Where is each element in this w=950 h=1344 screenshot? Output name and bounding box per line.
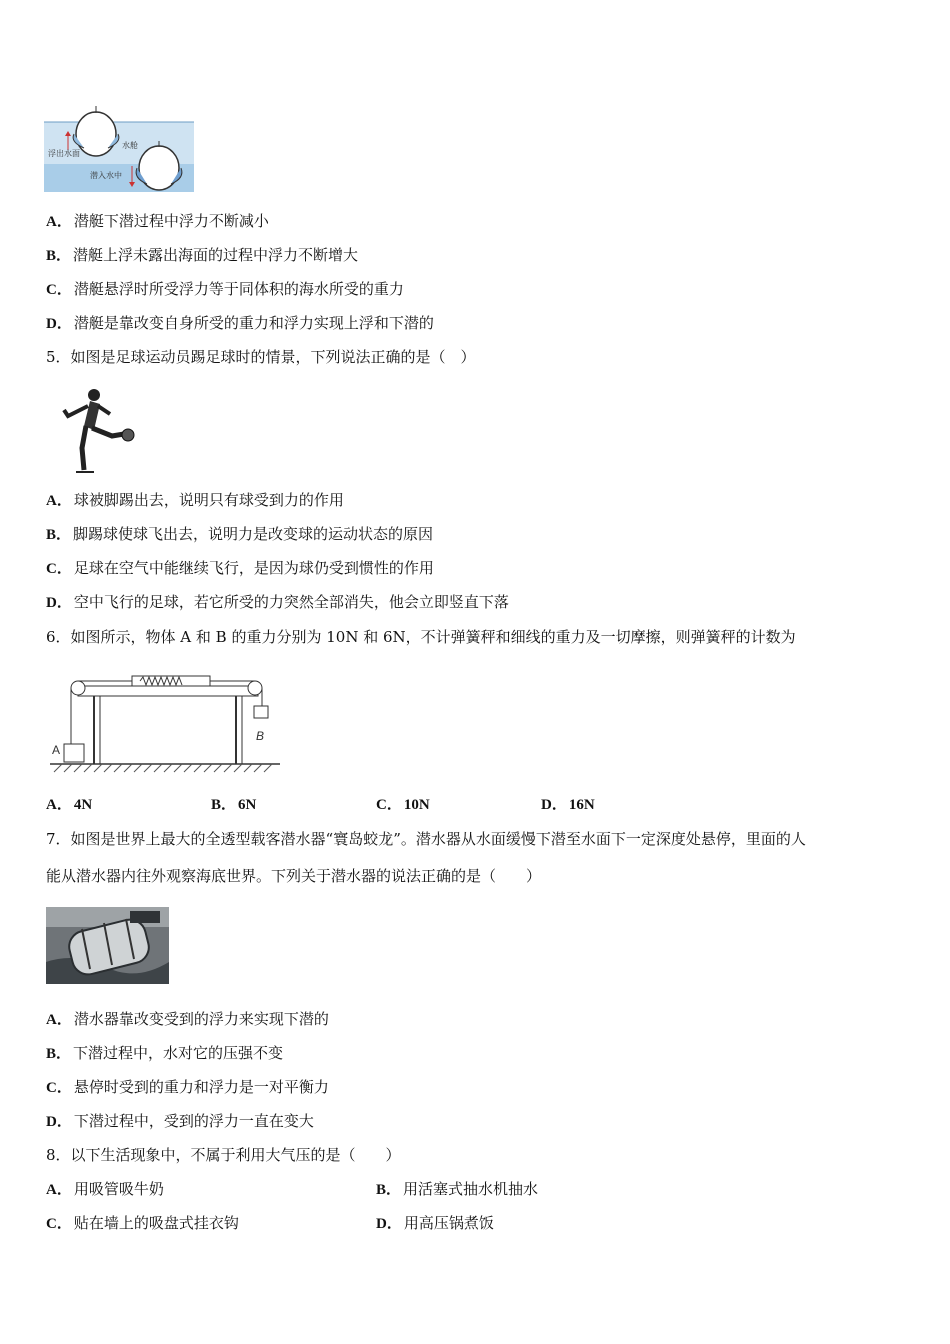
q8-option-a: A． 用吸管吸牛奶: [46, 1180, 164, 1198]
q5-option-c: C． 足球在空气中能继续飞行，是因为球仍受到惯性的作用: [46, 559, 434, 577]
q6-option-a: A． 4N: [46, 797, 93, 813]
q4-option-d: D． 潜艇是靠改变自身所受的重力和浮力实现上浮和下潜的: [46, 314, 434, 332]
q5-option-b: B． 脚踢球使球飞出去，说明力是改变球的运动状态的原因: [46, 525, 434, 543]
label-water-tank: 水舱: [122, 141, 138, 150]
q5-stem: 5．如图是足球运动员踢足球时的情景，下列说法正确的是（ ）: [46, 348, 476, 366]
q7-option-a: A． 潜水器靠改变受到的浮力来实现下潜的: [46, 1010, 329, 1028]
q8-option-b: B． 用活塞式抽水机抽水: [376, 1180, 539, 1198]
q6-option-b: B． 6N: [211, 797, 257, 813]
q5-option-d: D． 空中飞行的足球，若它所受的力突然全部消失，他会立即竖直下落: [46, 593, 509, 611]
q4-option-a: A． 潜艇下潜过程中浮力不断减小: [46, 212, 269, 230]
q5-option-a: A． 球被脚踢出去，说明只有球受到力的作用: [46, 491, 344, 509]
label-dive: 潜入水中: [90, 171, 122, 180]
q8-stem: 8．以下生活现象中，不属于利用大气压的是（ ）: [46, 1146, 401, 1164]
football-player-figure: [54, 386, 138, 474]
q7-stem-line2: 能从潜水器内往外观察海底世界。下列关于潜水器的说法正确的是（ ）: [46, 867, 542, 885]
q7-stem-line1: 7．如图是世界上最大的全透型载客潜水器“寰岛蛟龙”。潜水器从水面缓慢下潜至水面下一定深度处悬停，里面的人: [46, 830, 806, 848]
q7-option-d: D． 下潜过程中，受到的浮力一直在变大: [46, 1112, 314, 1130]
spring-scale-figure: [50, 672, 284, 780]
label-block-a: A: [52, 743, 61, 757]
q8-option-c: C． 贴在墙上的吸盘式挂衣钩: [46, 1214, 239, 1232]
q8-option-d: D． 用高压锅煮饭: [376, 1214, 494, 1232]
q7-option-b: B． 下潜过程中，水对它的压强不变: [46, 1044, 284, 1062]
q4-option-c: C． 潜艇悬浮时所受浮力等于同体积的海水所受的重力: [46, 280, 404, 298]
q4-option-b: B． 潜艇上浮未露出海面的过程中浮力不断增大: [46, 246, 359, 264]
label-block-b: B: [256, 729, 265, 743]
submarine-figure: [44, 104, 194, 192]
q6-option-c: C． 10N: [376, 797, 430, 813]
label-float: 浮出水面: [48, 149, 80, 158]
q6-option-d: D． 16N: [541, 797, 595, 813]
q6-stem: 6．如图所示，物体 A 和 B 的重力分别为 10N 和 6N，不计弹簧秤和细线的重力及一切摩擦，则弹簧秤的计数为: [46, 628, 796, 646]
q7-option-c: C． 悬停时受到的重力和浮力是一对平衡力: [46, 1078, 329, 1096]
submersible-photo: [46, 907, 169, 984]
